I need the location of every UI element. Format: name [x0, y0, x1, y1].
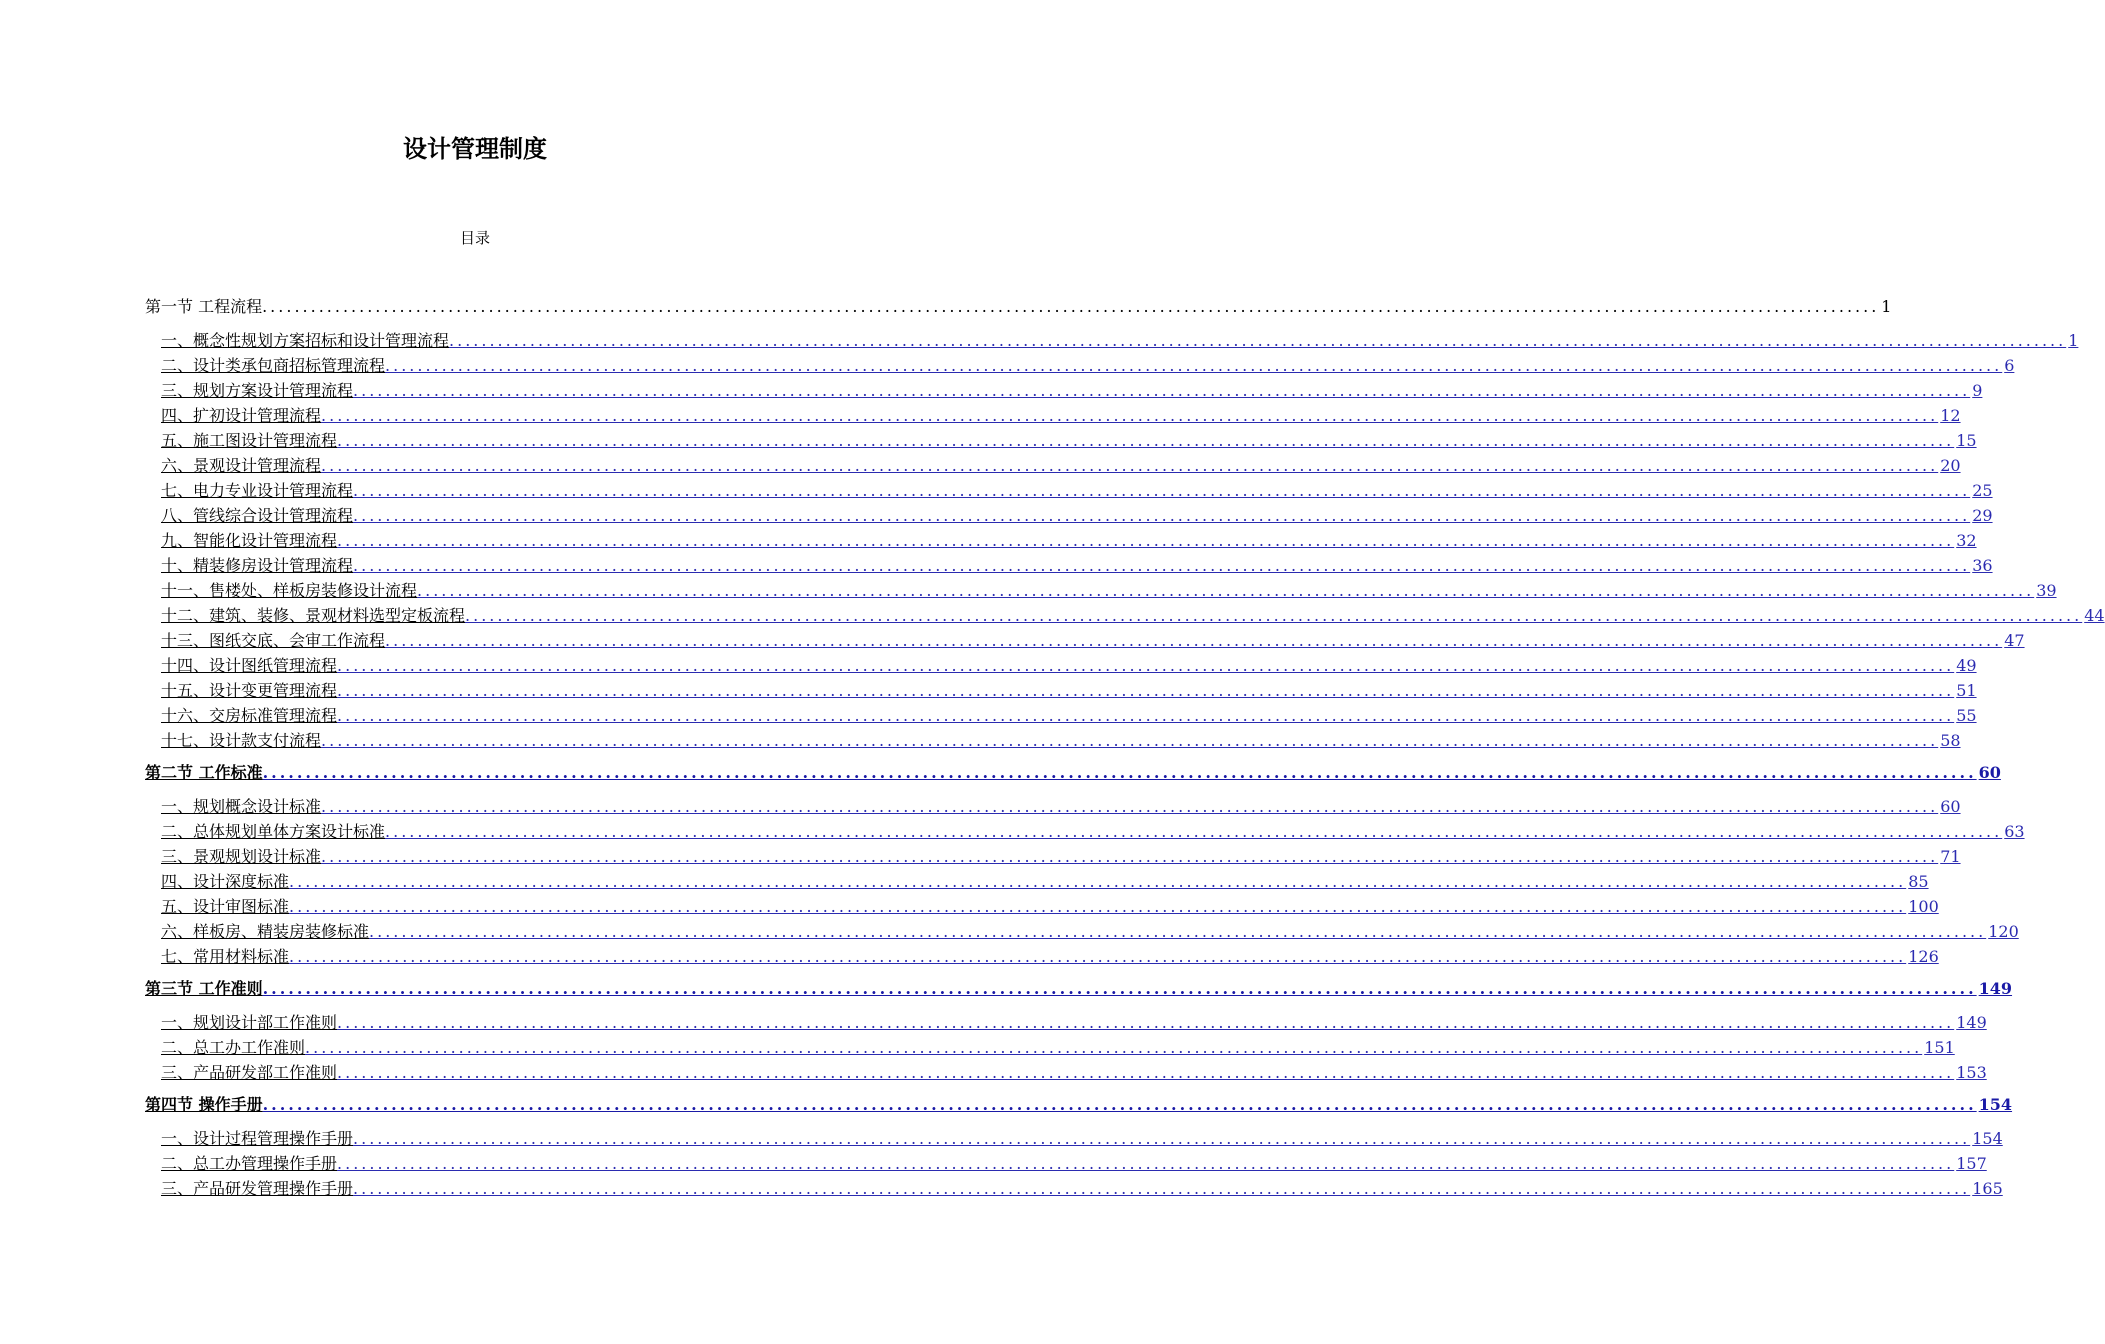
toc-page-number: 157: [1956, 1154, 1987, 1173]
toc-leader-dots: ........................................................................................................................................................................................................: [385, 356, 2003, 375]
toc-entry-label: 七、常用材料标准: [161, 947, 290, 966]
toc-page-number: 153: [1956, 1063, 1987, 1082]
toc-subentry-link[interactable]: [145, 1010, 1987, 1035]
toc-page-number: 51: [1956, 681, 1977, 700]
toc-entry-label: 三、产品研发部工作准则: [161, 1063, 338, 1082]
toc-subentry-link[interactable]: [145, 553, 1993, 578]
toc-entry-label: 二、设计类承包商招标管理流程: [161, 356, 386, 375]
toc-leader-dots: ........................................................................................................................................................................................................: [321, 731, 1939, 750]
toc-leader-dots: ........................................................................................................................................................................................................: [289, 947, 1907, 966]
toc-subentry-link[interactable]: [145, 428, 1977, 453]
toc-leader-dots: ........................................................................................................................................................................................................: [353, 381, 1971, 400]
toc-leader-dots: ........................................................................................................................................................................................................: [385, 822, 2003, 841]
toc-leader-dots: ........................................................................................................................................................................................................: [369, 922, 1987, 941]
toc-subentry-link[interactable]: [145, 328, 2079, 353]
toc-section-entry[interactable]: [145, 1091, 2013, 1119]
toc-entry-label: 六、样板房、精装房装修标准: [161, 922, 370, 941]
toc-page-number: 60: [1978, 763, 2001, 782]
toc-entry-label: 第三节 工作准则: [145, 979, 263, 998]
toc-entry-label: 十六、交房标准管理流程: [161, 706, 338, 725]
toc-leader-dots: ........................................................................................................................................................................................................: [289, 897, 1907, 916]
toc-page-number: 9: [1972, 381, 1983, 400]
toc-leader-dots: ........................................................................................................................................................................................................: [337, 431, 1955, 450]
toc-entry-label: 八、管线综合设计管理流程: [161, 506, 354, 525]
toc-entry-label: 三、规划方案设计管理流程: [161, 381, 354, 400]
toc-page-number: 71: [1940, 847, 1961, 866]
toc-entry-label: 十七、设计款支付流程: [161, 731, 322, 750]
toc-section-entry[interactable]: [145, 975, 2013, 1003]
toc-entry-label: 十四、设计图纸管理流程: [161, 656, 338, 675]
toc-leader-dots: ........................................................................................................................................................................................................: [305, 1038, 1923, 1057]
toc-subentry-link[interactable]: [145, 378, 1983, 403]
toc-leader-dots: ........................................................................................................................................................................................................: [262, 297, 1880, 316]
toc-subentry-link[interactable]: [145, 819, 2025, 844]
toc-leader-dots: ........................................................................................................................................................................................................: [417, 581, 2035, 600]
toc-subentry-link[interactable]: [145, 703, 1977, 728]
toc-subentry-link[interactable]: [145, 353, 2015, 378]
toc-entry-label: 第二节 工作标准: [145, 763, 263, 782]
toc-page-number: 1: [1881, 297, 1892, 316]
toc-subentry-link[interactable]: [145, 503, 1993, 528]
toc-subentry-link[interactable]: [145, 1035, 1955, 1060]
toc-subentry-link[interactable]: [145, 869, 1929, 894]
toc-leader-dots: ........................................................................................................................................................................................................: [337, 1154, 1955, 1173]
toc-leader-dots: ........................................................................................................................................................................................................: [385, 631, 2003, 650]
toc-leader-dots: ........................................................................................................................................................................................................: [449, 331, 2067, 350]
toc-page-number: 47: [2004, 631, 2025, 650]
toc-entry-label: 一、概念性规划方案招标和设计管理流程: [161, 331, 450, 350]
toc-leader-dots: ........................................................................................................................................................................................................: [337, 1063, 1955, 1082]
toc-entry-label: 一、规划概念设计标准: [161, 797, 322, 816]
toc-entry-label: 四、设计深度标准: [161, 872, 290, 891]
table-of-contents: [145, 293, 2105, 1201]
toc-entry-label: 二、总工办工作准则: [161, 1038, 306, 1057]
toc-subentry-link[interactable]: [145, 844, 1961, 869]
toc-leader-dots: ........................................................................................................................................................................................................: [262, 1095, 1977, 1114]
toc-leader-dots: ........................................................................................................................................................................................................: [353, 556, 1971, 575]
toc-entry-label: 十三、图纸交底、会审工作流程: [161, 631, 386, 650]
toc-page-number: 29: [1972, 506, 1993, 525]
toc-leader-dots: ........................................................................................................................................................................................................: [337, 531, 1955, 550]
toc-page-number: 15: [1956, 431, 1977, 450]
toc-leader-dots: ........................................................................................................................................................................................................: [337, 1013, 1955, 1032]
toc-leader-dots: ........................................................................................................................................................................................................: [262, 763, 1977, 782]
toc-entry-label: 五、施工图设计管理流程: [161, 431, 338, 450]
toc-subentry-link[interactable]: [145, 403, 1961, 428]
toc-leader-dots: ........................................................................................................................................................................................................: [353, 506, 1971, 525]
toc-subentry-link[interactable]: [145, 603, 2105, 628]
toc-page-number: 49: [1956, 656, 1977, 675]
toc-subentry-link[interactable]: [145, 1126, 2003, 1151]
toc-page-number: 12: [1940, 406, 1961, 425]
document-title: 设计管理制度: [403, 135, 547, 163]
toc-page-number: 85: [1908, 872, 1929, 891]
toc-subentry-link[interactable]: [145, 894, 1939, 919]
toc-subentry-link[interactable]: [145, 944, 1939, 969]
toc-entry-label: 十、精装修房设计管理流程: [161, 556, 354, 575]
toc-subentry-link[interactable]: [145, 728, 1961, 753]
toc-leader-dots: ........................................................................................................................................................................................................: [353, 481, 1971, 500]
toc-page-number: 36: [1972, 556, 1993, 575]
toc-entry-label: 二、总工办管理操作手册: [161, 1154, 338, 1173]
toc-leader-dots: ........................................................................................................................................................................................................: [321, 847, 1939, 866]
toc-leader-dots: ........................................................................................................................................................................................................: [465, 606, 2083, 625]
toc-page-number: 60: [1940, 797, 1961, 816]
toc-page-number: 100: [1908, 897, 1939, 916]
toc-entry-label: 三、景观规划设计标准: [161, 847, 322, 866]
toc-page-number: 1: [2068, 331, 2079, 350]
toc-subentry-link[interactable]: [145, 478, 1993, 503]
toc-heading: 目录: [459, 229, 490, 247]
toc-subentry-link[interactable]: [145, 628, 2025, 653]
toc-page-number: 126: [1908, 947, 1939, 966]
toc-entry-label: 三、产品研发管理操作手册: [161, 1179, 354, 1198]
toc-subentry-link[interactable]: [145, 919, 2019, 944]
toc-entry-label: 六、景观设计管理流程: [161, 456, 322, 475]
toc-page-number: 151: [1924, 1038, 1955, 1057]
toc-entry-label: 七、电力专业设计管理流程: [161, 481, 354, 500]
toc-leader-dots: ........................................................................................................................................................................................................: [337, 681, 1955, 700]
toc-subentry-link[interactable]: [145, 678, 1977, 703]
toc-leader-dots: ........................................................................................................................................................................................................: [321, 456, 1939, 475]
toc-page-number: 55: [1956, 706, 1977, 725]
toc-page-number: 6: [2004, 356, 2015, 375]
toc-page-number: 63: [2004, 822, 2025, 841]
toc-page-number: 39: [2036, 581, 2057, 600]
toc-page-number: 44: [2084, 606, 2105, 625]
toc-entry-label: 一、设计过程管理操作手册: [161, 1129, 354, 1148]
toc-page-number: 32: [1956, 531, 1977, 550]
toc-subentry-link[interactable]: [145, 1176, 2003, 1201]
toc-entry-label: 一、规划设计部工作准则: [161, 1013, 338, 1032]
toc-entry-label: 二、总体规划单体方案设计标准: [161, 822, 386, 841]
toc-leader-dots: ........................................................................................................................................................................................................: [353, 1179, 1971, 1198]
toc-subentry-link[interactable]: [145, 453, 1961, 478]
toc-leader-dots: ........................................................................................................................................................................................................: [321, 406, 1939, 425]
toc-entry-label: 第四节 操作手册: [145, 1095, 263, 1114]
toc-page-number: 25: [1972, 481, 1993, 500]
toc-page-number: 20: [1940, 456, 1961, 475]
toc-entry-label: 九、智能化设计管理流程: [161, 531, 338, 550]
toc-leader-dots: ........................................................................................................................................................................................................: [289, 872, 1907, 891]
toc-leader-dots: ........................................................................................................................................................................................................: [262, 979, 1977, 998]
toc-leader-dots: ........................................................................................................................................................................................................: [321, 797, 1939, 816]
toc-page-number: 120: [1988, 922, 2019, 941]
toc-subentry-link[interactable]: [145, 1151, 1987, 1176]
toc-page-number: 149: [1978, 979, 2013, 998]
toc-section-entry[interactable]: [145, 759, 2001, 787]
toc-page-number: 149: [1956, 1013, 1987, 1032]
toc-page-number: 58: [1940, 731, 1961, 750]
toc-page-number: 154: [1978, 1095, 2013, 1114]
toc-leader-dots: ........................................................................................................................................................................................................: [337, 656, 1955, 675]
toc-page-number: 165: [1972, 1179, 2003, 1198]
toc-entry-label: 第一节 工程流程: [145, 297, 263, 316]
toc-entry-label: 十一、售楼处、样板房装修设计流程: [161, 581, 418, 600]
toc-leader-dots: ........................................................................................................................................................................................................: [353, 1129, 1971, 1148]
toc-subentry-link[interactable]: [145, 528, 1977, 553]
toc-subentry-link[interactable]: [145, 794, 1961, 819]
toc-subentry-link[interactable]: [145, 1060, 1987, 1085]
toc-entry-label: 五、设计审图标准: [161, 897, 290, 916]
toc-entry-label: 十五、设计变更管理流程: [161, 681, 338, 700]
toc-entry-label: 四、扩初设计管理流程: [161, 406, 322, 425]
toc-leader-dots: ........................................................................................................................................................................................................: [337, 706, 1955, 725]
toc-section-entry: [145, 293, 1892, 321]
toc-subentry-link[interactable]: [145, 578, 2057, 603]
toc-entry-label: 十二、建筑、装修、景观材料选型定板流程: [161, 606, 466, 625]
toc-subentry-link[interactable]: [145, 653, 1977, 678]
toc-page-number: 154: [1972, 1129, 2003, 1148]
